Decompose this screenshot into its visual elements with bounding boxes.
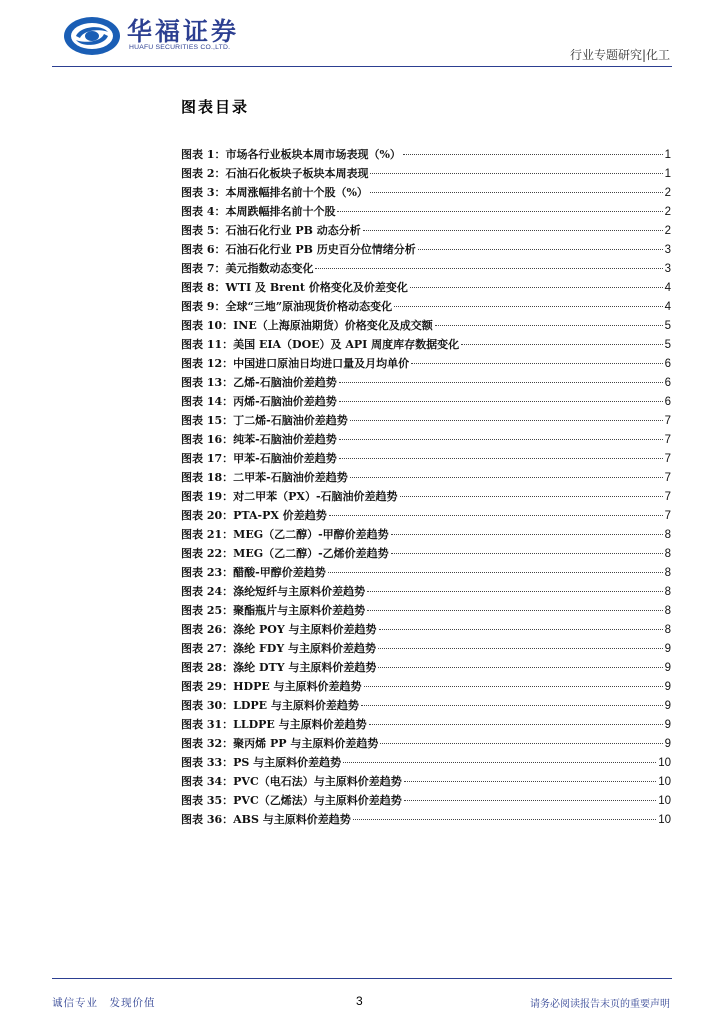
toc-entry-label [181,335,459,354]
toc-entry-label [181,392,337,411]
toc-entry-text: WTI 及 Brent 价格变化及价差变化 [225,281,408,294]
toc-entry-prefix: 图表 36： [181,813,234,826]
toc-entry-label [181,487,398,506]
toc-entry-text: 聚丙烯 PP 与主原料价差趋势 [233,737,379,750]
toc-entry-prefix: 图表 34： [181,775,234,788]
toc-entry[interactable] [181,411,671,430]
toc-entry-prefix: 图表 28： [181,661,234,674]
toc-leader-dots [400,495,663,497]
toc-leader-dots [418,248,663,250]
toc-entry-prefix: 图表 30： [181,699,234,712]
toc-entry-text: LLDPE 与主原料价差趋势 [233,718,367,731]
toc-leader-dots [410,286,663,288]
toc-leader-dots [370,191,663,193]
toc-entry-label [181,240,416,259]
toc-leader-dots [364,685,663,687]
brand-name-cn: 华福证券 [127,17,240,46]
header-divider [52,66,672,67]
toc-entry-label [181,373,337,392]
toc-entry[interactable] [181,259,671,278]
toc-entry[interactable] [181,164,671,183]
toc-entry-prefix: 图表 13： [181,376,234,389]
toc-entry-page: 7 [664,510,671,522]
toc-entry-text: 涤纶 DTY 与主原料价差趋势 [233,661,377,674]
toc-entry-label [181,316,433,335]
toc-entry-text: 纯苯-石脑油价差趋势 [233,433,337,446]
toc-leader-dots [315,267,662,269]
toc-entry-label [181,544,389,563]
toc-leader-dots [403,153,663,155]
toc-entry-text: INE（上海原油期货）价格变化及成交额 [233,319,433,332]
toc-entry[interactable] [181,183,671,202]
toc-entry[interactable] [181,487,671,506]
toc-entry-page: 2 [664,206,671,218]
toc-leader-dots [328,571,663,573]
toc-entry-label [181,506,327,525]
toc-entry-text: 丙烯-石脑油价差趋势 [233,395,337,408]
toc-entry-page: 7 [664,472,671,484]
toc-entry-prefix: 图表 22： [181,547,234,560]
toc-entry[interactable] [181,620,671,639]
toc-entry-label [181,734,378,753]
toc-entry-text: 美国 EIA（DOE）及 API 周度库存数据变化 [233,338,460,351]
toc-entry-text: 涤纶 FDY 与主原料价差趋势 [233,642,377,655]
toc-entry-prefix: 图表 27： [181,642,234,655]
toc-entry-page: 10 [658,776,671,788]
toc-entry-prefix: 图表 5： [181,224,226,237]
toc-entry-prefix: 图表 31： [181,718,234,731]
toc-entry-page: 9 [664,700,671,712]
toc-entry-page: 6 [664,358,671,370]
toc-leader-dots [404,780,657,782]
toc-leader-dots [370,172,662,174]
toc-entry-label [181,221,361,240]
footer-divider [52,978,672,979]
footer-slogan: 诚信专业 发现价值 [52,997,156,1009]
toc-entry-page: 7 [664,415,671,427]
toc-entry-page: 6 [664,377,671,389]
toc-entry[interactable] [181,772,671,791]
toc-entry-page: 3 [664,244,671,256]
toc-entry-page: 1 [664,149,671,161]
toc-entry-text: 中国进口原油日均进口量及月均单价 [233,357,410,370]
toc-entry-prefix: 图表 12： [181,357,234,370]
toc-leader-dots [339,400,663,402]
toc-entry-page: 8 [664,624,671,636]
toc-entry-page: 10 [658,795,671,807]
toc-entry-page: 9 [664,643,671,655]
toc-entry[interactable] [181,202,671,221]
toc-leader-dots [378,647,663,649]
toc-entry-prefix: 图表 32： [181,737,234,750]
toc-entry-label [181,354,409,373]
toc-entry-text: 石油石化行业 PB 历史百分位情绪分析 [225,243,416,256]
toc-entry-label [181,620,377,639]
toc-entry-label [181,753,341,772]
toc-leader-dots [367,590,662,592]
toc-entry-text: ABS 与主原料价差趋势 [233,813,351,826]
toc-entry-page: 9 [664,719,671,731]
toc-entry-label [181,601,365,620]
toc-leader-dots [379,628,663,630]
toc-entry-label [181,677,362,696]
toc-leader-dots [394,305,662,307]
toc-entry-prefix: 图表 15： [181,414,234,427]
toc-leader-dots [380,742,662,744]
toc-entry-page: 4 [664,282,671,294]
toc-entry-label [181,658,376,677]
report-type: 行业专题研究|化工 [569,48,670,62]
toc-leader-dots [369,723,663,725]
toc-leader-dots [339,381,663,383]
toc-entry[interactable] [181,278,671,297]
toc-entry-page: 8 [664,567,671,579]
toc-entry-page: 2 [664,225,671,237]
toc-entry-prefix: 图表 19： [181,490,234,503]
toc-entry[interactable] [181,297,671,316]
toc-entry-page: 10 [658,814,671,826]
toc-entry-prefix: 图表 25： [181,604,234,617]
toc-entry-label [181,297,392,316]
toc-entry[interactable] [181,468,671,487]
toc-entry-page: 9 [664,738,671,750]
toc-entry-prefix: 图表 3： [181,186,226,199]
toc-entry-prefix: 图表 11： [181,338,234,351]
toc-leader-dots [363,229,663,231]
toc-entry-page: 8 [664,605,671,617]
toc-entry[interactable] [181,601,671,620]
toc-leader-dots [391,533,663,535]
toc-entry-prefix: 图表 17： [181,452,234,465]
toc-entry-label [181,164,368,183]
huafu-logo-icon [62,14,122,58]
toc-leader-dots [367,609,662,611]
toc-entry-prefix: 图表 9： [181,300,226,313]
toc-entry[interactable] [181,791,671,810]
toc-entry-text: 市场各行业板块本周市场表现（%） [225,148,401,161]
toc-entry-label [181,525,389,544]
toc-entry[interactable] [181,810,671,829]
toc-entry-label [181,202,335,221]
toc-leader-dots [339,438,663,440]
toc-entry[interactable] [181,734,671,753]
toc-entry-prefix: 图表 33： [181,756,234,769]
toc-entry-label [181,791,402,810]
toc-leader-dots [391,552,663,554]
toc-entry[interactable] [181,449,671,468]
toc-entry[interactable] [181,677,671,696]
toc-entry-prefix: 图表 16： [181,433,234,446]
toc-entry-page: 7 [664,434,671,446]
toc-entry-text: 美元指数动态变化 [225,262,314,275]
toc-leader-dots [329,514,663,516]
toc-entry-page: 3 [664,263,671,275]
toc-entry-label [181,468,348,487]
toc-entry[interactable] [181,563,671,582]
toc-entry-prefix: 图表 7： [181,262,226,275]
toc-leader-dots [361,704,663,706]
toc-entry-text: 涤纶短纤与主原料价差趋势 [233,585,366,598]
toc-entry[interactable] [181,696,671,715]
toc-entry-label [181,582,365,601]
toc-entry[interactable] [181,753,671,772]
toc-entry-prefix: 图表 29： [181,680,234,693]
toc-entry-text: 聚酯瓶片与主原料价差趋势 [233,604,366,617]
toc-entry-label [181,430,337,449]
toc-leader-dots [353,818,656,820]
toc-entry-page: 9 [664,681,671,693]
toc-leader-dots [350,476,663,478]
toc-entry-page: 5 [664,320,671,332]
toc-leader-dots [337,210,662,212]
toc-entry-label [181,259,313,278]
toc-entry-label [181,563,326,582]
toc-leader-dots [350,419,663,421]
toc-entry-page: 7 [664,491,671,503]
toc-entry-page: 8 [664,548,671,560]
toc-entry-text: 涤纶 POY 与主原料价差趋势 [233,623,377,636]
toc-entry-prefix: 图表 6： [181,243,226,256]
toc-entry[interactable] [181,639,671,658]
toc-entry-label [181,449,337,468]
toc-entry-text: PS 与主原料价差趋势 [233,756,342,769]
toc-leader-dots [339,457,663,459]
toc-entry-text: PVC（乙烯法）与主原料价差趋势 [233,794,402,807]
toc-entry-prefix: 图表 21： [181,528,234,541]
toc-entry-prefix: 图表 1： [181,148,226,161]
toc-leader-dots [435,324,663,326]
toc-entry-text: 本周跌幅排名前十个股 [225,205,336,218]
toc-entry[interactable] [181,525,671,544]
toc-entry-text: 二甲苯-石脑油价差趋势 [233,471,348,484]
toc-leader-dots [404,799,657,801]
toc-entry-text: MEG（乙二醇）-乙烯价差趋势 [233,547,389,560]
toc-entry-text: 本周涨幅排名前十个股（%） [225,186,368,199]
toc-entry-page: 7 [664,453,671,465]
toc-entry-label [181,715,367,734]
toc-entry-prefix: 图表 8： [181,281,226,294]
toc-entry[interactable] [181,354,671,373]
toc-entry-text: 对二甲苯（PX）-石脑油价差趋势 [233,490,398,503]
toc-entry[interactable] [181,430,671,449]
toc-entry[interactable] [181,658,671,677]
toc-entry-page: 8 [664,586,671,598]
toc-entry-page: 6 [664,396,671,408]
toc-entry-text: PVC（电石法）与主原料价差趋势 [233,775,402,788]
toc-entry[interactable] [181,506,671,525]
toc-entry-text: PTA-PX 价差趋势 [233,509,327,522]
toc-entry[interactable] [181,392,671,411]
toc-entry-label [181,639,376,658]
toc-entry-prefix: 图表 14： [181,395,234,408]
toc-entry-page: 1 [664,168,671,180]
toc-entry-page: 5 [664,339,671,351]
toc-entry-prefix: 图表 20： [181,509,234,522]
toc-entry-text: 甲苯-石脑油价差趋势 [233,452,337,465]
toc-entry[interactable] [181,316,671,335]
toc-entry[interactable] [181,544,671,563]
toc-entry[interactable] [181,373,671,392]
toc-entry-label [181,810,351,829]
toc-entry-page: 10 [658,757,671,769]
toc-entry-prefix: 图表 2： [181,167,226,180]
toc-entry-label [181,411,348,430]
toc-entry-prefix: 图表 23： [181,566,234,579]
toc-leader-dots [343,761,656,763]
toc-entry-text: 全球“三地”原油现货价格动态变化 [225,300,393,313]
toc-entry[interactable] [181,145,671,164]
page-header [0,0,724,70]
toc-entry-text: MEG（乙二醇）-甲醇价差趋势 [233,528,389,541]
toc-entry[interactable] [181,221,671,240]
toc-entry-text: 石油石化行业 PB 动态分析 [225,224,361,237]
toc-entry-prefix: 图表 18： [181,471,234,484]
toc-entry-label [181,278,408,297]
toc-list [181,145,671,829]
toc-entry[interactable] [181,582,671,601]
toc-entry[interactable] [181,715,671,734]
toc-entry-prefix: 图表 26： [181,623,234,636]
toc-entry-label [181,183,368,202]
toc-entry-text: LDPE 与主原料价差趋势 [233,699,359,712]
page-number: 3 [356,994,363,1008]
toc-entry-prefix: 图表 35： [181,794,234,807]
toc-entry-prefix: 图表 10： [181,319,234,332]
toc-entry-text: 丁二烯-石脑油价差趋势 [233,414,348,427]
toc-entry-prefix: 图表 24： [181,585,234,598]
toc-entry[interactable] [181,335,671,354]
toc-entry-prefix: 图表 4： [181,205,226,218]
toc-title: 图表目录 [181,98,250,116]
disclaimer-note: 请务必阅读报告末页的重要声明 [530,999,670,1010]
toc-entry-text: 石油石化板块子板块本周表现 [225,167,369,180]
toc-leader-dots [461,343,662,345]
toc-entry-page: 8 [664,529,671,541]
toc-entry-text: HDPE 与主原料价差趋势 [233,680,362,693]
toc-entry-page: 2 [664,187,671,199]
toc-entry-label [181,145,401,164]
toc-leader-dots [411,362,662,364]
toc-entry-text: 醋酸-甲醇价差趋势 [233,566,326,579]
toc-entry-label [181,696,359,715]
toc-entry[interactable] [181,240,671,259]
toc-entry-text: 乙烯-石脑油价差趋势 [233,376,337,389]
toc-entry-page: 9 [664,662,671,674]
toc-entry-label [181,772,402,791]
toc-leader-dots [378,666,662,668]
brand-name-en: HUAFU SECURITIES CO.,LTD. [129,44,231,51]
toc-entry-page: 4 [664,301,671,313]
